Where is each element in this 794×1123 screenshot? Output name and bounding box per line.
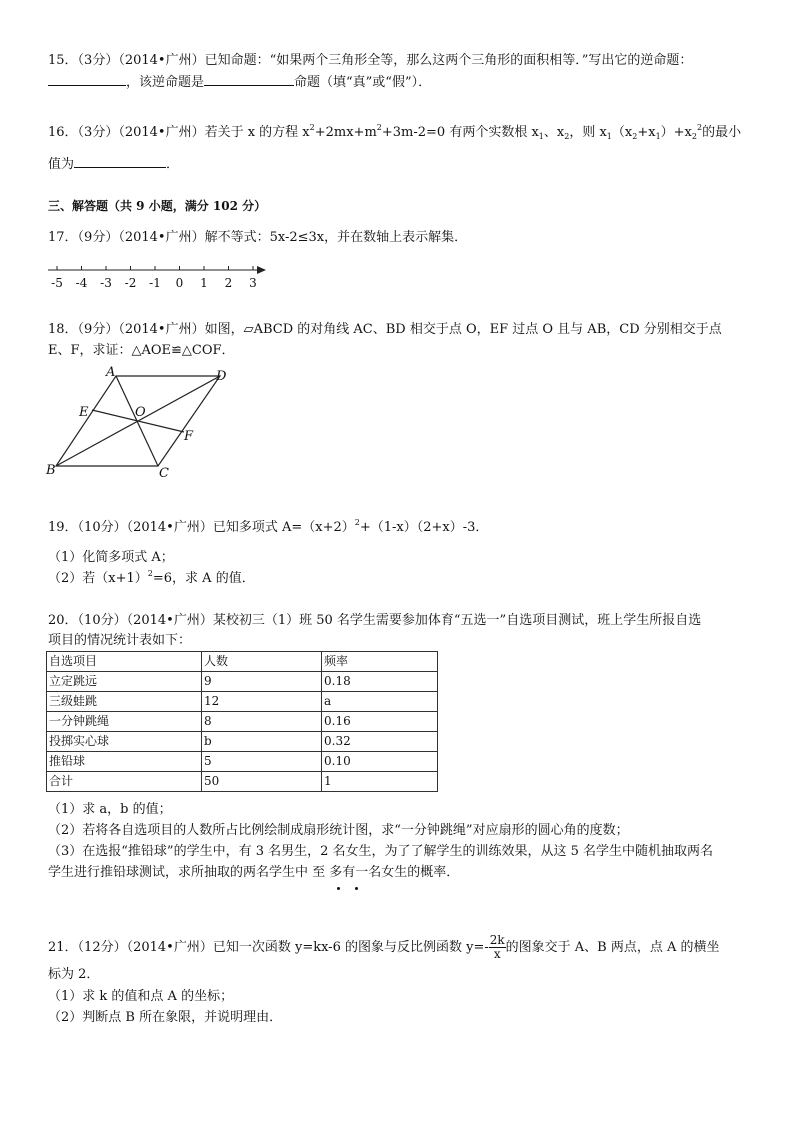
q20-sub1: （1）求 a，b 的值； bbox=[48, 802, 172, 817]
fraction-denominator: x bbox=[493, 947, 501, 961]
q15-text: 15．（3分）（2014•广州）已知命题：“如果两个三角形全等，那么这两个三角形的面积相等．”写出它的逆命题： bbox=[48, 53, 693, 68]
number-line-label: -3 bbox=[100, 276, 112, 290]
table-cell: 5 bbox=[202, 752, 322, 772]
table-cell: 三级蛙跳 bbox=[47, 692, 202, 712]
q18-line2: E、F，求证：△AOE≌△COF． bbox=[48, 343, 235, 358]
label-f: F bbox=[184, 429, 194, 444]
q20-line1: 20．（10分）（2014•广州）某校初三（1）班 50 名学生需要参加体育“五选一”自选项目测试，班上学生所报自选 bbox=[48, 613, 702, 628]
q15-blank1[interactable] bbox=[48, 73, 126, 86]
table-cell: 0.32 bbox=[322, 732, 438, 752]
label-d: D bbox=[216, 369, 227, 384]
parallelogram-figure bbox=[42, 362, 242, 482]
q19-sub2-a: （2）若（x+1） bbox=[48, 571, 148, 586]
number-line-arrow bbox=[257, 266, 266, 274]
number-line-label: -1 bbox=[149, 276, 161, 290]
table-cell: 9 bbox=[202, 672, 322, 692]
table-cell: 50 bbox=[202, 772, 322, 792]
q21-line1 bbox=[48, 934, 720, 961]
emphasis-dot bbox=[355, 887, 358, 890]
table-cell: 0.10 bbox=[322, 752, 438, 772]
q19-sub2-b: =6，求 A 的值． bbox=[152, 571, 255, 586]
q16-blank[interactable] bbox=[74, 155, 166, 168]
subscript: 2 bbox=[564, 132, 570, 141]
emphasis-dot bbox=[337, 887, 340, 890]
q16-part: +x bbox=[637, 125, 656, 140]
q16-line1 bbox=[48, 124, 741, 142]
q19-exp: 2 bbox=[354, 518, 360, 527]
table-cell: 推铅球 bbox=[47, 752, 202, 772]
q21-fraction bbox=[489, 934, 506, 961]
subscript: 2 bbox=[691, 132, 697, 141]
q21-sub2: （2）判断点 B 所在象限，并说明理由． bbox=[48, 1010, 283, 1025]
fraction-numerator: 2k bbox=[489, 933, 505, 947]
table-cell: 1 bbox=[322, 772, 438, 792]
table-row bbox=[47, 712, 438, 732]
number-line-label: -2 bbox=[124, 276, 137, 290]
q16-part: 的最小 bbox=[702, 125, 742, 140]
table-cell: 投掷实心球 bbox=[47, 732, 202, 752]
subscript: 1 bbox=[606, 132, 612, 141]
q19-line1 bbox=[48, 519, 488, 537]
q19-text-a: 19．（10分）（2014•广州）已知多项式 A=（x+2） bbox=[48, 520, 355, 535]
subscript: 1 bbox=[538, 132, 544, 141]
table-cell: 合计 bbox=[47, 772, 202, 792]
q16-part: ）+x bbox=[660, 125, 692, 140]
q16-text2: 值为 bbox=[48, 157, 75, 172]
q16-part: 、x bbox=[543, 125, 565, 140]
q16-end: ． bbox=[166, 157, 180, 172]
q20-sub2: （2）若将各自选项目的人数所占比例绘制成扇形统计图，求“一分钟跳绳”对应扇形的圆心角的度数； bbox=[48, 823, 629, 838]
q21-text-a: 21．（12分）（2014•广州）已知一次函数 y=kx-6 的图象与反比例函数 y=- bbox=[48, 940, 489, 955]
number-line-label: 3 bbox=[249, 276, 257, 290]
q15-text3: 命题（填“真”或“假”）． bbox=[294, 75, 432, 90]
q21-line2: 标为 2． bbox=[48, 967, 100, 982]
q19-sub2 bbox=[48, 570, 255, 588]
table-header-cell: 频率 bbox=[322, 652, 438, 672]
table-row bbox=[47, 772, 438, 792]
label-b: B bbox=[46, 463, 56, 478]
table-row bbox=[47, 752, 438, 772]
q15-line1 bbox=[48, 52, 692, 70]
table-cell: a bbox=[322, 692, 438, 712]
table-cell: 一分钟跳绳 bbox=[47, 712, 202, 732]
number-line bbox=[44, 260, 274, 294]
q16-part: ，则 x bbox=[569, 125, 607, 140]
table-header-cell: 人数 bbox=[202, 652, 322, 672]
table-cell: 8 bbox=[202, 712, 322, 732]
table-cell: 立定跳远 bbox=[47, 672, 202, 692]
number-line-label: 2 bbox=[224, 276, 233, 290]
table-cell: 0.18 bbox=[322, 672, 438, 692]
table-cell: b bbox=[202, 732, 322, 752]
q19-sub1: （1）化简多项式 A； bbox=[48, 550, 174, 565]
number-line-label: 0 bbox=[175, 276, 184, 290]
table-header-cell: 自选项目 bbox=[47, 652, 202, 672]
exp: 2 bbox=[696, 123, 703, 132]
q20-sub3-line2: 学生进行推铅球测试，求所抽取的两名学生中 至 多有一名女生的概率． bbox=[48, 865, 460, 880]
table-cell: 12 bbox=[202, 692, 322, 712]
exp: 2 bbox=[309, 123, 315, 132]
table-row bbox=[47, 672, 438, 692]
q21-text-b: 的图象交于 A、B 两点，点 A 的横坐 bbox=[505, 940, 720, 955]
q17-text: 17．（9分）（2014•广州）解不等式：5x-2≤3x，并在数轴上表示解集． bbox=[48, 230, 468, 245]
q15-line2 bbox=[48, 73, 431, 92]
section3-heading: 三、解答题（共 9 小题，满分 102 分） bbox=[48, 199, 267, 213]
number-line-label: 1 bbox=[200, 276, 208, 290]
q15-blank2[interactable] bbox=[204, 73, 294, 86]
table-cell: 0.16 bbox=[322, 712, 438, 732]
q16-text: 16．（3分）（2014•广州）若关于 x 的方程 x bbox=[48, 125, 310, 140]
statistics-table bbox=[46, 651, 438, 792]
label-e: E bbox=[79, 405, 89, 420]
q16-part: +2mx+m bbox=[314, 125, 377, 140]
q15-text2: ，该逆命题是 bbox=[126, 75, 205, 90]
q19-text-b: +（1-x）（2+x）-3． bbox=[359, 520, 489, 535]
q16-line2 bbox=[48, 155, 179, 174]
number-line-label: -4 bbox=[75, 276, 88, 290]
table-row bbox=[47, 732, 438, 752]
exp: 2 bbox=[376, 123, 382, 132]
label-c: C bbox=[159, 466, 169, 481]
table-header-row bbox=[47, 652, 438, 672]
label-o: O bbox=[135, 405, 146, 420]
number-line-label: -5 bbox=[51, 276, 63, 290]
q16-part: +3m-2=0 有两个实数根 x bbox=[381, 125, 539, 140]
q18-line1: 18．（9分）（2014•广州）如图，▱ABCD 的对角线 AC、BD 相交于点 O，EF 过点 O 且与 AB，CD 分别相交于点 bbox=[48, 322, 722, 337]
q20-sub3-line1: （3）在选报“推铅球”的学生中，有 3 名男生，2 名女生，为了了解学生的训练效果，从这 5 名学生中随机抽取两名 bbox=[48, 844, 714, 859]
subscript: 2 bbox=[632, 132, 638, 141]
subscript: 1 bbox=[655, 132, 661, 141]
table-row bbox=[47, 692, 438, 712]
q19-sub2-exp: 2 bbox=[147, 569, 153, 578]
q16-part: （x bbox=[611, 125, 633, 140]
q20-line2: 项目的情况统计表如下： bbox=[48, 633, 192, 648]
q21-sub1: （1）求 k 的值和点 A 的坐标； bbox=[48, 989, 234, 1004]
label-a: A bbox=[106, 365, 116, 380]
